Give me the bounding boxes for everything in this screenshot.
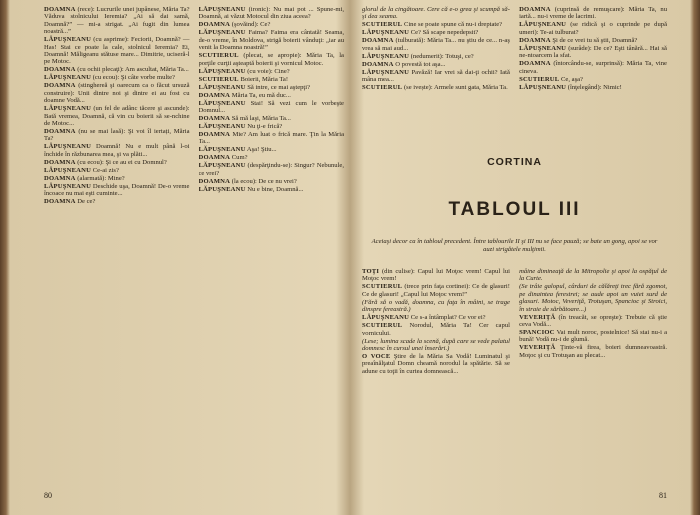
dialogue-line — [519, 60, 667, 75]
dialogue-line — [199, 29, 345, 51]
dialogue-text: (plecat, se apropie): Măria Ta, la porţile curţii aşteaptă boierii şi vornicul Motoc. — [198, 52, 344, 67]
dialogue-line — [199, 76, 345, 83]
dialogue-line — [519, 344, 667, 359]
dialogue-text: (şovăind): Ce? — [231, 21, 271, 29]
speaker-name: VEVERIŢĂ — [519, 344, 556, 352]
right-bottom-column-1 — [362, 268, 510, 476]
dialogue-text: Să mă laşi, Măria Ta... — [231, 115, 291, 123]
speaker-name: LĂPUŞNEANU — [198, 83, 246, 91]
speaker-name: DOAMNA — [519, 6, 551, 13]
dialogue-line — [362, 299, 510, 314]
speaker-name: LĂPUŞNEANU — [198, 162, 246, 170]
dialogue-line — [44, 143, 190, 158]
dialogue-line — [362, 353, 510, 375]
dialogue-text: (ironic): Nu mai pot ... Spune-mi, Doamnă, ai văzut Motocul din ziua aceea? — [198, 6, 344, 21]
dialogue-text: Ce s-a întâmplat? Ce vor ei? — [410, 314, 486, 322]
dialogue-text: Cum? — [231, 154, 248, 162]
dialogue-text: (înţelegând): Nimic! — [567, 83, 622, 91]
dialogue-line — [362, 53, 510, 60]
dialogue-line — [519, 283, 667, 313]
speaker-name: LĂPUŞNEANU — [198, 99, 246, 107]
dialogue-line — [519, 84, 667, 91]
dialogue-text: (surâde): De ce? Eşti tânără... Hai să ne-ntoarcem la sfat. — [519, 44, 667, 60]
dialogue-line — [362, 61, 510, 68]
dialogue-text: (un fel de adânc tăcere şi ascunde): Bată vremea, Doamnă, că vin cu boierii să se-nchine de Motoc... — [44, 105, 190, 128]
dialogue-line — [519, 314, 667, 329]
dialogue-line — [199, 100, 345, 115]
dialogue-text: Boierii, Măria Ta! — [240, 75, 289, 83]
dialogue-text: Mie? Am luat o frică mare. Ţin la Măria Ta... — [198, 131, 344, 146]
dialogue-text: Ţinte-vă firea, boieri dumneavoastră. Moţoc şi cu Trotuşan au plecat... — [519, 344, 667, 359]
dialogue-line — [199, 21, 345, 28]
speaker-name: LĂPUŞNEANU — [519, 83, 567, 91]
speaker-name: LĂPUŞNEANU — [519, 21, 567, 29]
page-number-right: 81 — [659, 491, 667, 500]
dialogue-line — [362, 6, 510, 21]
speaker-name: DOAMNA — [44, 128, 76, 136]
left-column-2 — [199, 6, 345, 476]
dialogue-line — [362, 322, 510, 337]
dialogue-line — [199, 123, 345, 130]
dialogue-line — [44, 175, 190, 182]
speaker-name: LĂPUŞNEANU — [198, 67, 246, 75]
dialogue-text: (rece): Lucrurile unei jupânese, Măria Ta? Văduva stolnicului Ieremia? „Ai să dai samă, Doamnă?” — mi-a strigat. „Ai fugit din lumea noastră...” — [44, 6, 190, 36]
speaker-name: DOAMNA — [198, 131, 231, 139]
dialogue-line — [199, 84, 345, 91]
stage-direction-text: (Se trâie galopul, cârduri de călăreţi trec fără zgomot, pe dinaintea ferestrei; se aude apoi un vuiet surd de glasuri. Motoc, Veveriţă, Trotuşan, Spancioc şi Stroici, în straie de sărbătoare...) — [519, 283, 667, 313]
speaker-name: LĂPUŞNEANU — [44, 105, 92, 113]
dialogue-line — [199, 186, 345, 193]
dialogue-text: Pavăză! Iar vrei să dai-ţi ochii? Iată mâna mea... — [362, 68, 510, 84]
dialogue-line — [519, 268, 667, 283]
dialogue-text: Şi de ce vrei tu să ştii, Doamnă? — [552, 36, 638, 44]
stage-direction-text: (Fără să o vadă, doamna, cu faţa în mâini, se trage dinspre fereastră.) — [362, 298, 510, 314]
stage-direction: Aceiaşi decor ca în tabloul precedent. Între tablourile II şi III nu se face pauză; se bate un gong, apoi se vor auzi strigătele mulţimii. — [371, 238, 658, 253]
speaker-name: DOAMNA — [198, 154, 231, 162]
dialogue-line — [362, 283, 510, 298]
speaker-name: SCUTIERUL — [362, 84, 403, 92]
dialogue-line — [199, 178, 345, 185]
dialogue-text: (întorcându-se, surprinsă): Măria Ta, vine cineva. — [519, 60, 667, 75]
speaker-name: LĂPUŞNEANU — [362, 29, 410, 37]
dialogue-line — [199, 154, 345, 161]
dialogue-line — [44, 159, 190, 166]
dialogue-text: (cu ecou): Şi câte vorbe multe? — [92, 74, 175, 82]
dialogue-text: Ce-ai zis? — [92, 166, 119, 174]
dialogue-line — [44, 74, 190, 81]
dialogue-line — [199, 146, 345, 153]
right-bottom-column-2 — [519, 268, 667, 476]
right-top-columns — [362, 6, 667, 151]
speaker-name: SCUTIERUL — [519, 75, 560, 83]
right-top-column-2 — [519, 6, 667, 151]
dialogue-line — [519, 45, 667, 60]
dialogue-text: (cuprinsă de remuşcare): Măria Ta, nu iartă... nu-i vreme de lacrimi. — [519, 6, 667, 21]
dialogue-line — [362, 314, 510, 321]
cortina-heading: CORTINA — [487, 156, 542, 168]
dialogue-line — [44, 36, 190, 66]
speaker-name: SCUTIERUL — [362, 21, 403, 29]
dialogue-text: (din culise): Capul lui Moţoc vrem! Capul lui Moţoc vrem! — [362, 268, 510, 283]
dialogue-text: Aşa! Ştiu... — [246, 146, 277, 154]
dialogue-text: (cu asprime): Feciorii, Doamnă? — Has! Stai ce poate la cale, stolnicul Ieremia? Ei, Doamnă! Măligeanu stătuse mare... Dimitrie, uciseră-l pe Motoc. — [44, 36, 190, 66]
speaker-name: DOAMNA — [362, 37, 394, 45]
speaker-name: SCUTIERUL — [198, 52, 239, 60]
speaker-name: LĂPUŞNEANU — [362, 68, 410, 76]
speaker-name: LĂPUŞNEANU — [198, 146, 246, 154]
speaker-name: LĂPUŞNEANU — [198, 29, 246, 37]
dialogue-line — [362, 29, 510, 36]
dialogue-line — [199, 115, 345, 122]
dialogue-line — [519, 329, 667, 344]
speaker-name: DOAMNA — [198, 115, 231, 123]
speaker-name: SPANCIOC — [519, 329, 555, 337]
dialogue-line — [199, 92, 345, 99]
speaker-name: DOAMNA — [44, 174, 76, 182]
left-page-columns — [44, 6, 344, 476]
dialogue-line — [44, 128, 190, 143]
dialogue-text: Să intre, ce mai aştepţi? — [247, 83, 311, 91]
left-column-1 — [44, 6, 190, 476]
dialogue-line — [199, 162, 345, 177]
speaker-name: LĂPUŞNEANU — [362, 314, 410, 322]
dialogue-line — [44, 183, 190, 198]
dialogue-text: (cu voie): Cine? — [247, 67, 290, 75]
speaker-name: LĂPUŞNEANU — [44, 182, 92, 190]
dialogue-text: (tulburată): Măria Ta... nu ştiu de ce... n-aş vrea să mai aud... — [362, 37, 510, 52]
dialogue-text: De ce? — [77, 198, 96, 206]
dialogue-line — [44, 198, 190, 205]
dialogue-line — [362, 21, 510, 28]
dialogue-line — [519, 76, 667, 83]
dialogue-line — [44, 105, 190, 127]
speaker-name: LĂPUŞNEANU — [44, 36, 92, 44]
speaker-name: DOAMNA — [44, 198, 76, 206]
dialogue-line — [519, 37, 667, 44]
dialogue-text: Vai mult noroc, postelnice! Să stai nu-i a bună! Vodă nu-i de glumă. — [519, 329, 667, 344]
dialogue-text: (în treacăt, se opreşte): Trebuie că ştie ceva Vodă... — [519, 313, 667, 329]
dialogue-text: Faima? Faima era cântată! Seama, de-o vreme, în Moldova, strigă boierii vânduţi: „iar au venit la Doamna noastră!” — [198, 29, 344, 52]
speaker-name: DOAMNA — [44, 6, 76, 13]
speaker-name: TOŢI — [362, 268, 380, 275]
dialogue-line — [44, 82, 190, 104]
speaker-name: DOAMNA — [198, 21, 231, 29]
speaker-name: LĂPUŞNEANU — [198, 6, 246, 13]
dialogue-text: (la ecou): De ce nu vrei? — [231, 177, 297, 185]
dialogue-text: (se ridică şi o cuprinde pe după umeri): Te-ai tulburat? — [519, 21, 667, 36]
dialogue-line — [44, 66, 190, 73]
dialogue-text: Ce, aşa? — [561, 75, 583, 83]
dialogue-text: Ştire de la Măria Sa Vodă! Luminatul şi preaînălţatul Domn cheamă norodul la spătărie. Să se adune cu toţii în curtea domnească... — [362, 353, 510, 375]
dialogue-line — [199, 6, 345, 21]
stage-direction-text: glorul de la cingătoare. Cere că e-o grea şi scumpă să-şi dea seama. — [362, 6, 510, 21]
dialogue-text: Doamnă! Nu e mult până l-oi închide în răzbunarea mea, şi va plăti... — [44, 143, 190, 158]
dialogue-text: Nu e bine, Doamnă... — [247, 185, 304, 193]
dialogue-line — [519, 21, 667, 36]
speaker-name: DOAMNA — [519, 36, 551, 44]
stage-direction-text: (Lese; lumina scade la scenă, după care se vede palatul domnesc în cursul unei înserări.) — [362, 337, 510, 353]
dialogue-text: (alarmată): Mine? — [77, 174, 125, 182]
dialogue-text: Măria Ta, eu mă duc... — [231, 91, 291, 99]
dialogue-text: (cu ochii plecaţi): Am ascultat, Măria Ta... — [77, 66, 189, 74]
dialogue-text: Cine se poate spune că nu-i dreptate? — [403, 21, 503, 29]
dialogue-text: Deschide uşa, Doamnă! De-o vreme încoace nu mai eşti cuminte... — [44, 182, 190, 198]
dialogue-line — [362, 69, 510, 84]
speaker-name: O VOCE — [362, 353, 391, 361]
dialogue-line — [199, 131, 345, 146]
dialogue-line — [519, 6, 667, 21]
dialogue-text: Stai! Să vezi cum le vorbeşte Domnul... — [198, 99, 344, 115]
dialogue-line — [44, 6, 190, 36]
speaker-name: LĂPUŞNEANU — [44, 74, 92, 82]
tablou-title: TABLOUL III — [448, 199, 581, 220]
stage-direction-text: mâine dimineaţă de la Mitropolie şi apoi la ospăţul de la Curte. — [519, 268, 667, 283]
speaker-name: DOAMNA — [519, 60, 551, 68]
page-number-left: 80 — [44, 491, 52, 500]
dialogue-text: O povestă tot aşa... — [395, 60, 446, 68]
dialogue-line — [44, 167, 190, 174]
right-page — [362, 6, 667, 506]
speaker-name: LĂPUŞNEANU — [44, 166, 92, 174]
speaker-name: DOAMNA — [362, 60, 394, 68]
dialogue-line — [199, 68, 345, 75]
speaker-name: DOAMNA — [44, 82, 76, 90]
dialogue-line — [362, 37, 510, 52]
dialogue-text: Ce? Să scape nepedepsit? — [410, 29, 479, 37]
left-page — [44, 6, 344, 506]
speaker-name: LĂPUŞNEANU — [44, 143, 92, 151]
dialogue-text: Norodul, Măria Ta! Cer capul vornicului. — [362, 322, 510, 337]
speaker-name: SCUTIERUL — [362, 322, 403, 330]
right-bottom-columns — [362, 268, 667, 476]
speaker-name: DOAMNA — [44, 158, 76, 166]
dialogue-text: (se ivește): Armele sunt gata, Măria Ta. — [403, 84, 508, 92]
speaker-name: DOAMNA — [44, 66, 76, 74]
speaker-name: LĂPUŞNEANU — [362, 52, 410, 60]
speaker-name: LĂPUŞNEANU — [198, 123, 246, 131]
dialogue-line — [199, 52, 345, 67]
speaker-name: LĂPUŞNEANU — [519, 44, 567, 52]
dialogue-text: (nedumerit): Totuşi, ce? — [410, 52, 474, 60]
dialogue-text: (stinghereă şi oarecum ca o făcut ursuză construire): Unii dintre noi şi dintre ei au fost cu doamne Vodă... — [44, 82, 190, 105]
dialogue-text: (trece prin faţa cortinei): Ce de glasuri! Ce de glasuri! „Capul lui Moţoc vrem!” — [362, 283, 510, 298]
speaker-name: DOAMNA — [198, 177, 231, 185]
dialogue-line — [362, 338, 510, 353]
dialogue-text: (despărţindu-se): Singur? Nebunule, ce vrei? — [198, 162, 344, 177]
dialogue-text: (nu se mai lasă): Şi voi îl iertați, Măria Ta? — [44, 128, 190, 143]
speaker-name: SCUTIERUL — [362, 283, 403, 291]
speaker-name: SCUTIERUL — [198, 75, 239, 83]
dialogue-line — [362, 268, 510, 283]
dialogue-line — [362, 84, 510, 91]
speaker-name: DOAMNA — [198, 91, 231, 99]
speaker-name: VEVERIŢĂ — [519, 313, 556, 321]
dialogue-text: (cu ecou): Şi ce au ei cu Domnul? — [77, 158, 167, 166]
dialogue-text: Nu ţi-e frică? — [247, 123, 283, 131]
speaker-name: LĂPUŞNEANU — [198, 185, 246, 193]
right-top-column-1 — [362, 6, 510, 151]
